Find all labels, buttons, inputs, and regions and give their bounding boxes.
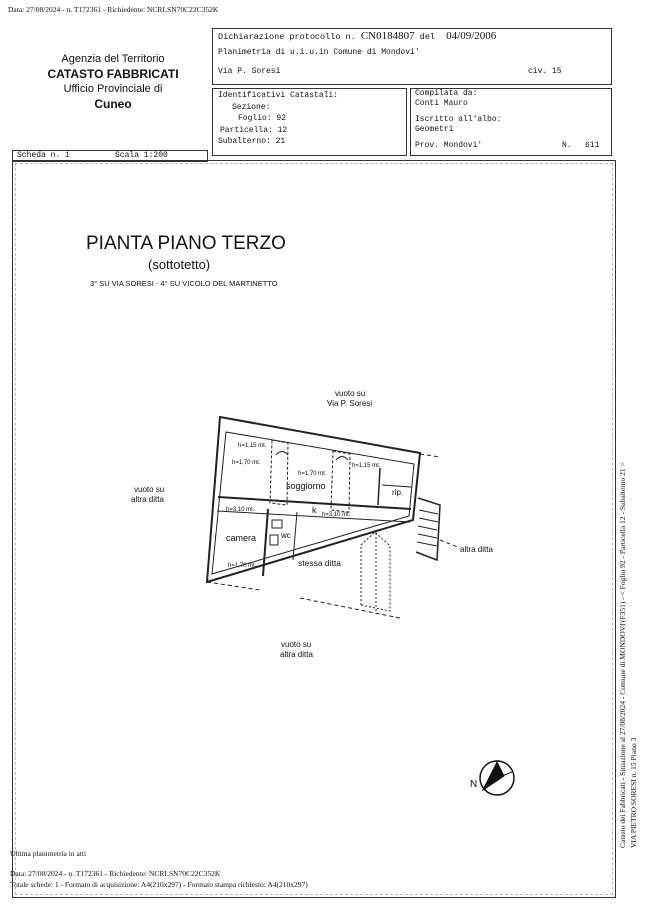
room-wc: wc	[281, 531, 291, 540]
camera-wall	[263, 509, 268, 576]
particella-value: 12	[277, 125, 288, 135]
side-text-1: Catasto dei Fabbricati - Situazione al 27/08/2024 - Comune di MONDOVI'(F351) - < Foglio 92 - Particella 12 - Subalterno 21 >	[618, 462, 627, 848]
agency-name: Agenzia del Territorio	[61, 53, 165, 65]
subalterno-value: 21	[275, 137, 286, 146]
height-3: h=1,70 mt.	[298, 471, 327, 477]
label-vuoto-via-2: Via P. Soresi	[327, 399, 373, 408]
via-line: Via P. Soresi	[218, 67, 281, 76]
prov-label: Prov. Mondovi'	[415, 141, 483, 150]
compilata-label: Compilata da:	[415, 89, 478, 98]
wc-wall	[293, 512, 297, 560]
room-k: k	[312, 505, 317, 515]
stessa-ditta-shape	[361, 532, 390, 611]
beam-1	[270, 440, 288, 505]
footer-line-2: Totale schede: 1 - Formato di acquisizione: A4(210x297) - Formato stampa richiesto: A4(210x297)	[10, 880, 308, 889]
height-2: h=1,70 mt.	[232, 460, 261, 466]
footer-ultima: Ultima planimetria in atti	[10, 849, 87, 858]
height-7: h=1,70 mt.	[228, 563, 257, 569]
planimetria-line: Planimetria di u.i.u.in Comune di Mondovi'	[218, 48, 420, 57]
room-soggiorno: soggiorno	[286, 481, 326, 491]
rip-wall-top	[382, 485, 411, 487]
height-5: h=3,10 mt.	[226, 507, 255, 513]
label-vuoto-bottom-2: altra ditta	[280, 650, 313, 659]
height-6: h=3,10 mt.	[322, 512, 351, 518]
iscritto-label: Iscritto all'albo:	[415, 115, 502, 124]
particella-label: Particella:	[220, 125, 273, 135]
height-1: h=1,15 mt.	[238, 443, 267, 449]
civ-line: civ. 15	[528, 67, 562, 76]
label-vuoto-bottom-1: vuoto su	[281, 640, 312, 649]
arc-2	[336, 457, 348, 461]
ufficio-label: Ufficio Provinciale di	[63, 83, 163, 95]
scheda-label: Scheda n. 1	[17, 151, 70, 160]
height-4: h=1,15 mt.	[352, 463, 381, 469]
north-arrow	[480, 761, 514, 795]
provincia-name: Cuneo	[94, 97, 132, 111]
rip-wall	[378, 468, 380, 505]
n-value: 611	[585, 141, 600, 150]
label-vuoto-left-1: vuoto su	[134, 485, 165, 494]
drawing-subtitle: (sottotetto)	[148, 257, 211, 272]
del-label: del	[419, 32, 436, 42]
stair	[416, 498, 440, 560]
n-label: N.	[562, 141, 572, 150]
arc-1	[276, 452, 288, 456]
footer-line-1: Data: 27/08/2024 - n. T172361 - Richiedente: NCRLSN70C22C352K	[10, 869, 221, 878]
north-label: N	[470, 779, 478, 790]
label-vuoto-left-2: altra ditta	[131, 495, 164, 504]
label-stessa-ditta: stessa ditta	[298, 558, 341, 568]
sezione-label: Sezione:	[232, 102, 271, 112]
beam-2	[331, 451, 350, 512]
drawing-note: 3° SU VIA SORESI - 4° SU VICOLO DEL MARTINETTO	[90, 279, 278, 288]
foglio-value: 92	[276, 114, 287, 123]
scala-label: Scala 1:200	[115, 151, 168, 160]
label-vuoto-via-1: vuoto su	[335, 389, 366, 398]
drawing-title: PIANTA PIANO TERZO	[86, 233, 286, 254]
dichiarazione-label: Dichiarazione protocollo n.	[218, 32, 356, 42]
identificativi-title: Identificativi Catastali:	[218, 91, 339, 100]
subalterno-label: Subalterno:	[218, 137, 271, 146]
iscritto-value: Geometri	[415, 125, 454, 134]
foglio-label: Foglio:	[238, 114, 272, 123]
compilata-name: Conti Mauro	[415, 99, 468, 108]
request-line: Data: 27/08/2024 - n. T172361 - Richiedente: NCRLSN70C22C352K	[8, 5, 219, 14]
dichiarazione-number: CN0184807	[360, 30, 415, 42]
room-rip: rip.	[392, 488, 404, 497]
label-altra-ditta: altra ditta	[460, 545, 493, 554]
room-camera: camera	[226, 533, 257, 543]
del-date: 04/09/2006	[446, 30, 497, 42]
catasto-title: CATASTO FABBRICATI	[47, 67, 179, 81]
side-text-2: VIA PIETRO SORESI n. 15 Piano 3	[629, 737, 638, 848]
